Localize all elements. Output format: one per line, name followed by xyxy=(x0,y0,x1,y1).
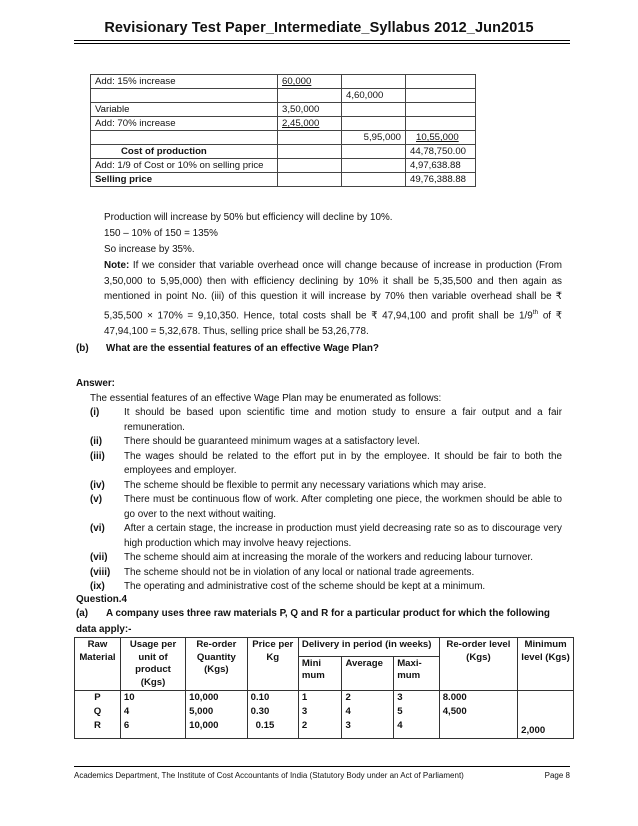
table-cell xyxy=(406,117,476,131)
header-price: Price per Kg xyxy=(247,638,298,691)
table-cell xyxy=(278,145,342,159)
table-row xyxy=(91,131,476,145)
wage-plan-features-list xyxy=(90,406,562,595)
list-item-number: (vi) xyxy=(90,523,105,534)
table-cell xyxy=(406,75,476,89)
working-line: 150 – 10% of 150 = 135% xyxy=(104,228,218,239)
table-cell: 3 xyxy=(342,719,394,739)
header-raw-material: Raw Material xyxy=(75,638,121,691)
page-header-title: Revisionary Test Paper_Intermediate_Syllabus 2012_Jun2015 xyxy=(104,20,534,36)
list-item-number: (ix) xyxy=(90,581,105,592)
table-cell xyxy=(278,159,342,173)
table-cell: 5,000 xyxy=(186,705,247,719)
list-item xyxy=(90,450,562,479)
question-label: (a) xyxy=(76,608,89,619)
table-cell: Variable xyxy=(91,103,278,117)
table-cell xyxy=(342,103,406,117)
list-item-text: There should be guaranteed minimum wages at a satisfactory level. xyxy=(124,436,420,447)
table-row xyxy=(91,159,476,173)
table-cell: 60,000 xyxy=(278,75,342,89)
table-cell: 1 xyxy=(298,691,342,706)
header-maximum-weeks: Maxi- mum xyxy=(394,656,440,690)
table-cell: 0.15 xyxy=(247,719,298,739)
table-cell xyxy=(518,691,574,706)
list-item-number: (viii) xyxy=(90,566,111,578)
question-text: A company uses three raw materials P, Q and R for a particular product for which the following data apply:- xyxy=(76,608,550,635)
table-cell: 0.30 xyxy=(247,705,298,719)
table-cell: 3 xyxy=(298,705,342,719)
header-rule xyxy=(74,40,570,41)
table-cell: 6 xyxy=(120,719,185,739)
table-cell: 3 xyxy=(394,691,440,706)
note-label: Note: xyxy=(104,260,130,271)
raw-materials-table xyxy=(74,637,574,739)
list-item-text: The operating and administrative cost of the scheme should be kept at a minimum. xyxy=(124,581,486,592)
working-line: So increase by 35%. xyxy=(104,244,195,255)
header-minimum-weeks: Mini mum xyxy=(298,656,342,690)
note-text: If we consider that variable overhead once will change because of increase in production (From 3,50,000 to 5,95,000) then with efficiency declining by 10% it shall be 5,35,500 and then again as mentioned in point No. (iii) of this question it will increase by 70% then variable overhead shall be ₹ 5,35,500 × 170% = 9,10,350. Hence, total costs shall be ₹ 47,94,100 and profit shall be 1/9 xyxy=(104,260,562,322)
cost-of-production-table xyxy=(90,74,476,187)
table-row xyxy=(91,103,476,117)
table-cell: 8.000 xyxy=(439,691,517,706)
table-cell: 10,000 xyxy=(186,691,247,706)
working-note xyxy=(104,258,562,339)
table-cell xyxy=(518,705,574,719)
list-item-text: It should be based upon scientific time and motion study to ensure a fair output and a fair remuneration. xyxy=(124,407,562,433)
section-question: What are the essential features of an effective Wage Plan? xyxy=(106,343,379,354)
list-item-number: (v) xyxy=(90,494,103,505)
section-label: (b) xyxy=(76,343,89,354)
list-item-text: The scheme should not be in violation of any local or national trade agreements. xyxy=(124,566,475,578)
table-cell: 4 xyxy=(342,705,394,719)
table-cell: 2 xyxy=(298,719,342,739)
table-cell xyxy=(278,89,342,103)
table-cell: Q xyxy=(75,705,121,719)
note-superscript: th xyxy=(532,308,539,316)
table-cell: 0.10 xyxy=(247,691,298,706)
table-cell: 49,76,388.88 xyxy=(406,173,476,187)
table-row xyxy=(75,691,574,706)
table-header-row xyxy=(75,638,574,657)
table-cell: 5,95,000 xyxy=(342,131,406,145)
list-item xyxy=(90,551,562,566)
list-item-number: (iv) xyxy=(90,479,105,491)
footer-institute: Academics Department, The Institute of Cost Accountants of India (Statutory Body under an Act of Parliament) xyxy=(74,771,464,780)
table-cell: Add: 15% increase xyxy=(91,75,278,89)
table-row xyxy=(75,705,574,719)
table-cell: 2 xyxy=(342,691,394,706)
table-cell: 4,97,638.88 xyxy=(406,159,476,173)
table-cell: 10,55,000 xyxy=(406,131,476,145)
table-row xyxy=(91,89,476,103)
table-cell xyxy=(91,89,278,103)
table-cell: 4 xyxy=(120,705,185,719)
table-cell xyxy=(342,145,406,159)
table-cell: 5 xyxy=(394,705,440,719)
list-item-number: (i) xyxy=(90,407,100,418)
table-cell xyxy=(342,159,406,173)
table-cell xyxy=(278,173,342,187)
list-item xyxy=(90,493,562,522)
table-cell: Add: 70% increase xyxy=(91,117,278,131)
list-item xyxy=(90,435,562,450)
table-row xyxy=(91,117,476,131)
table-row xyxy=(91,173,476,187)
list-item-text: After a certain stage, the increase in production must yield decreasing rate so as to discourage very high production which may involve heavy rejections. xyxy=(124,523,562,549)
table-row xyxy=(75,719,574,739)
table-cell xyxy=(342,75,406,89)
header-delivery-period: Delivery in period (in weeks) xyxy=(298,638,439,657)
list-item xyxy=(90,479,562,494)
page-footer xyxy=(74,771,570,780)
table-cell: 4 xyxy=(394,719,440,739)
footer-rule xyxy=(74,766,570,767)
table-cell: 4,500 xyxy=(439,705,517,719)
table-cell: Cost of production xyxy=(91,145,278,159)
answer-intro: The essential features of an effective Wage Plan may be enumerated as follows: xyxy=(90,393,442,404)
list-item-number: (iii) xyxy=(90,450,105,462)
list-item-text: The scheme should aim at increasing the morale of the workers and reducing labour turnover. xyxy=(124,552,533,563)
table-cell xyxy=(342,117,406,131)
table-cell: 4,60,000 xyxy=(342,89,406,103)
table-cell xyxy=(278,131,342,145)
table-cell: 10,000 xyxy=(186,719,247,739)
list-item xyxy=(90,522,562,551)
list-item-text: The wages should be related to the effort put in by the employee. It should be fair to both the employees and employer. xyxy=(124,450,562,476)
table-row xyxy=(91,75,476,89)
table-cell xyxy=(406,103,476,117)
list-item-text: The scheme should be flexible to permit any necessary variations which may arise. xyxy=(124,479,487,491)
list-item-text: There must be continuous flow of work. After completing one piece, the workmen should be able to go over to the next without waiting. xyxy=(124,494,562,520)
table-cell: Selling price xyxy=(91,173,278,187)
list-item-number: (vii) xyxy=(90,552,108,563)
header-usage: Usage per unit of product (Kgs) xyxy=(120,638,185,691)
table-cell: 3,50,000 xyxy=(278,103,342,117)
header-minimum-level: Minimum level (Kgs) xyxy=(518,638,574,691)
answer-heading: Answer: xyxy=(76,378,115,389)
page-number: Page 8 xyxy=(544,771,570,780)
table-cell: 44,78,750.00 xyxy=(406,145,476,159)
table-cell xyxy=(439,719,517,739)
table-cell: 2,45,000 xyxy=(278,117,342,131)
table-cell: R xyxy=(75,719,121,739)
table-cell: 2,000 xyxy=(518,719,574,739)
header-average-weeks: Average xyxy=(342,656,394,690)
list-item xyxy=(90,580,562,595)
table-cell xyxy=(342,173,406,187)
table-row xyxy=(91,145,476,159)
section-b-question xyxy=(76,341,556,357)
working-line: Production will increase by 50% but efficiency will decline by 10%. xyxy=(104,212,393,223)
table-cell: Add: 1/9 of Cost or 10% on selling price xyxy=(91,159,278,173)
question-heading: Question.4 xyxy=(76,594,128,605)
header-rule-secondary xyxy=(74,43,570,44)
table-cell: P xyxy=(75,691,121,706)
list-item xyxy=(90,406,562,435)
table-cell xyxy=(91,131,278,145)
table-cell: 10 xyxy=(120,691,185,706)
table-cell xyxy=(406,89,476,103)
list-item-number: (ii) xyxy=(90,436,103,447)
header-reorder-level: Re-order level (Kgs) xyxy=(439,638,517,691)
note-text-end: of ₹ 47,94,100 = 5,32,678. Thus, selling price shall be 53,26,778. xyxy=(104,310,562,337)
question-4a xyxy=(76,606,562,637)
list-item xyxy=(90,566,562,581)
header-reorder-quantity: Re-order Quantity (Kgs) xyxy=(186,638,247,691)
